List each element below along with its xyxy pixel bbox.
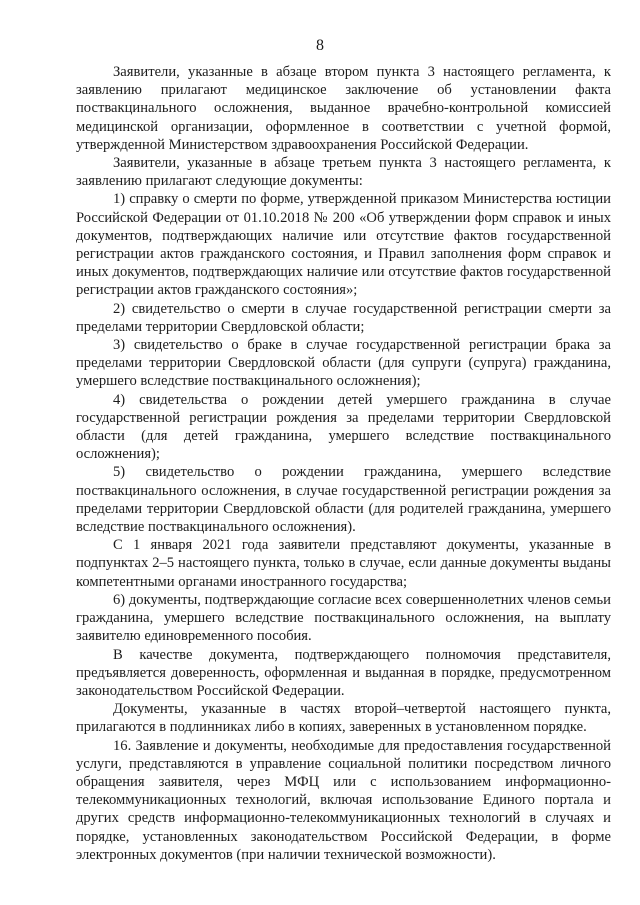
paragraph-section-16: 16. Заявление и документы, необходимые для предоставления государственной услуги, представляются в управление социальной политики посредством личного обращения заявителя, через МФЦ или с использованием информационно-телекоммуникационных технологий, включая использование Единого портала и других средств информационно-телекоммуникационных технологий в случаях и порядке, установленных законодательством Российской Федерации, в форме электронных документов (при наличии технической возможности). bbox=[76, 737, 611, 863]
list-item-death-certificate: 2) свидетельство о смерти в случае государственной регистрации смерти за пределами территории Свердловской области; bbox=[76, 300, 611, 335]
list-item-family-consent: 6) документы, подтверждающие согласие всех совершеннолетних членов семьи гражданина, умершего вследствие поствакцинального осложнения, на выплату заявителю единовременного пособия. bbox=[76, 591, 611, 645]
paragraph-third-applicants-intro: Заявители, указанные в абзаце третьем пункта 3 настоящего регламента, к заявлению прилагают следующие документы: bbox=[76, 155, 611, 190]
list-item-citizen-birth-certificate: 5) свидетельство о рождении гражданина, умершего вследствие поствакцинального осложнения, в случае государственной регистрации рождения за пределами территории Свердловской области (для родителей гражданина, умершего вследствие поствакцинального осложнения). bbox=[76, 464, 611, 536]
paragraph-from-2021: С 1 января 2021 года заявители представляют документы, указанные в подпунктах 2–5 настоящего пункта, только в случае, если данные документы выданы компетентными органами иностранного государства; bbox=[76, 537, 611, 590]
list-item-marriage-certificate: 3) свидетельство о браке в случае государственной регистрации брака за пределами территории Свердловской области (для супруги (супруга) гражданина, умершего вследствие поствакцинального осложнения); bbox=[76, 337, 611, 390]
document-body bbox=[76, 63, 611, 864]
page-number: 8 bbox=[316, 37, 324, 54]
paragraph-originals-copies: Документы, указанные в частях второй–четвертой настоящего пункта, прилагаются в подлинниках либо в копиях, заверенных в установленном порядке. bbox=[76, 701, 611, 736]
list-item-children-birth-certificates: 4) свидетельства о рождении детей умершего гражданина в случае государственной регистрации рождения за пределами территории Свердловской области (для детей гражданина, умершего вследствие поствакцинального осложнения); bbox=[76, 391, 611, 463]
paragraph-medical-conclusion: Заявители, указанные в абзаце втором пункта 3 настоящего регламента, к заявлению прилагают медицинское заключение об установлении факта поствакцинального осложнения, выданное врачебно-контрольной комиссией медицинской организации, оформленное в соответствии с учетной формой, утвержденной Министерством здравоохранения Российской Федерации. bbox=[76, 64, 611, 153]
list-item-death-certificate-form: 1) справку о смерти по форме, утвержденной приказом Министерства юстиции Российской Федерации от 01.10.2018 № 200 «Об утверждении форм справок и иных документов, подтверждающих наличие или отсутствие фактов государственной регистрации актов гражданского состояния, и Правил заполнения форм справок и иных документов, подтверждающих наличие или отсутствие фактов государственной регистрации актов гражданского состояния»; bbox=[76, 191, 611, 299]
paragraph-power-of-attorney: В качестве документа, подтверждающего полномочия представителя, предъявляется доверенность, оформленная и выданная в порядке, предусмотренном законодательством Российской Федерации. bbox=[76, 646, 611, 699]
